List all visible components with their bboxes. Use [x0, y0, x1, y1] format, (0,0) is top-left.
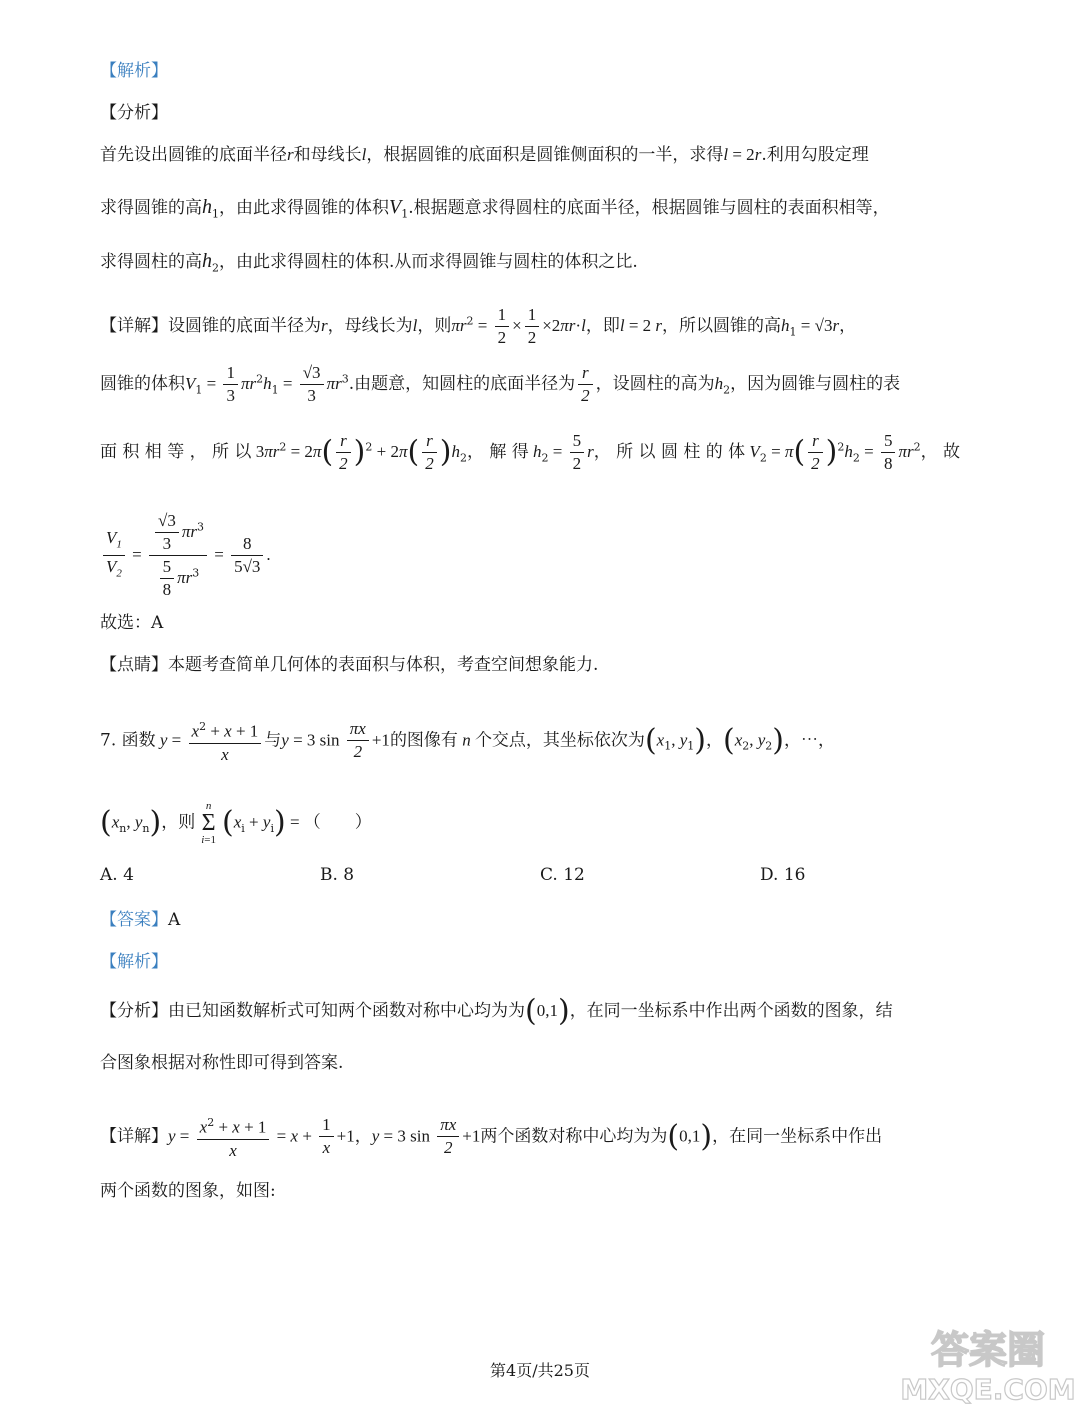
xiangjie-tag: 【详解】 — [100, 316, 168, 336]
q6-xiangjie-line1: 【详解】设圆锥的底面半径为r，母线长为l，则$\pi r^2$ = $\frac{1}{2}$ × $\frac{1}{2}$ ×2πr·l，即l = 2 r，所以圆锥的高$h_1 = √3r$， — [100, 305, 857, 347]
q6-xiangjie-line3: 面 积 相 等 ， 所 以 $3\pi r^2 = 2\pi$( $\frac{r}{2}$ )$^2$ + 2π( $\frac{r}{2}$ )$h_2$， 解 得 $h_2$ = $\frac{5}{2}$ r， 所 以 圆 柱 的 体 $V_2 = \pi$( $\frac{r}{2}$ )$^2h_2$ = $\frac{5}{8}$ $\pi r^2$， 故 — [100, 431, 961, 473]
q7-stem-line1: 7. 函数 y = $\frac{x^2 + x + 1}{x}$ 与y = 3 sin $\frac{\pi x}{2}$ +1的图像有 n 个交点，其坐标依次为($x_1$, $y_1$)，($x_2$, $y_2$)，⋯， — [100, 716, 835, 766]
q6-fenxi-line1: 首先设出圆锥的底面半径r和母线长l，根据圆锥的底面积是圆锥侧面积的一半，求得l = 2r.利用勾股定理 — [100, 145, 869, 165]
q7-fenxi-line2: 合图象根据对称性即可得到答案. — [100, 1053, 344, 1073]
q7-xiangjie-line1: 【详解】y = $\frac{x^2 + x + 1}{x}$ = x + $\frac{1}{x}$ +1，y = 3 sin $\frac{\pi x}{2}$ +1两个函数对称中心均为为(0,1)，在同一坐标系中作出 — [100, 1112, 882, 1162]
q6-fenxi-line3: 求得圆柱的高$h_2$，由此求得圆柱的体积.从而求得圆锥与圆柱的体积之比. — [100, 250, 638, 275]
q6-xiangjie-line2: 圆锥的体积$V_1$ = $\frac{1}{3}$ $\pi r^2h_1$ = $\frac{√3}{3}$ $\pi r^3$.由题意，知圆柱的底面半径为 $\frac{r}{2}$ ，设圆柱的高为$h_2$，因为圆锥与圆柱的表 — [100, 363, 901, 405]
q7-option-c: C. 12 — [540, 865, 585, 885]
q7-option-b: B. 8 — [320, 865, 355, 885]
svg-text:MXQE.COM: MXQE.COM — [900, 1373, 1075, 1405]
q7-option-a: A. 4 — [100, 865, 134, 885]
dianjing-tag: 【点睛】 — [100, 655, 168, 675]
q7-answer: 【答案】A — [100, 910, 181, 930]
daan-tag: 【答案】 — [100, 910, 168, 930]
jiexi-tag: 【解析】 — [100, 61, 168, 81]
q7-fenxi-line1: 【分析】由已知函数解析式可知两个函数对称中心均为为(0,1)，在同一坐标系中作出两个函数的图象，结 — [100, 993, 893, 1029]
q7-option-d: D. 16 — [760, 865, 806, 885]
svg-text:答案圈: 答案圈 — [930, 1328, 1046, 1372]
q7-jiexi-tag: 【解析】 — [100, 952, 168, 972]
watermark-logo — [900, 1325, 1075, 1405]
q6-dianjing: 【点睛】本题考查简单几何体的表面积与体积，考查空间想象能力. — [100, 655, 599, 675]
q7-stem-line2: ($x_n$, $y_n$)，则 n Σ i=1 $(x_i + y_i)$ = （ ） — [100, 800, 372, 846]
q6-choice: 故选：A — [100, 613, 164, 633]
page-footer: 第4页/共25页 — [490, 1361, 590, 1380]
q6-ratio-formula: $\frac{V_1}{V_2}$ = $\frac{√3}{3}$ $\pi r^3$ $\frac{5}{8}$ $\pi r^3$ = $\frac{8}{5√3}$ . — [100, 510, 271, 601]
q6-fenxi-line2: 求得圆锥的高$h_1$，由此求得圆锥的体积$V_1$.根据题意求得圆柱的底面半径，根据圆锥与圆柱的表面积相等， — [100, 196, 890, 221]
q7-xiangjie-line2: 两个函数的图象，如图: — [100, 1181, 276, 1201]
fenxi-tag: 【分析】 — [100, 103, 168, 123]
